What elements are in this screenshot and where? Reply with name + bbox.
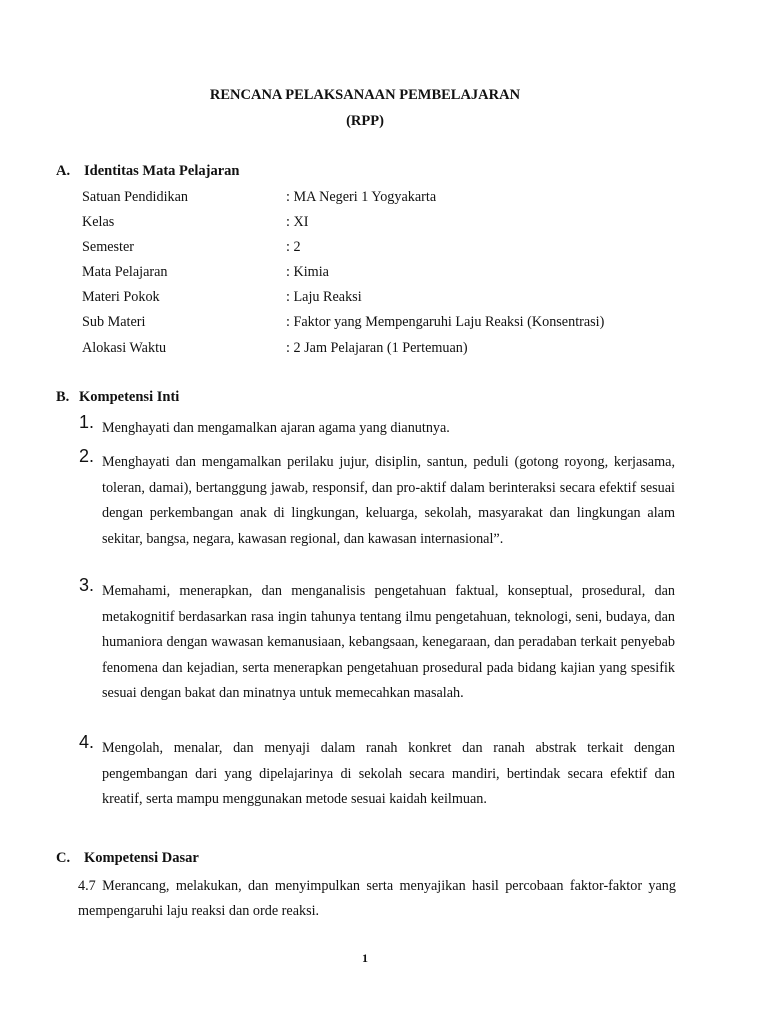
section-b-heading [56, 389, 456, 409]
section-a-title: Identitas Mata Pelajaran [84, 163, 240, 179]
page-number: 1 [362, 951, 368, 965]
identity-value: : Faktor yang Mempengaruhi Laju Reaksi (Konsentrasi) [286, 314, 605, 330]
identity-value: : Kimia [286, 264, 329, 280]
identity-key: Materi Pokok [82, 289, 160, 305]
identity-value: : MA Negeri 1 Yogyakarta [286, 189, 437, 205]
identity-key: Alokasi Waktu [82, 340, 167, 356]
identity-value: : XI [286, 214, 309, 230]
ki-text: Mengolah, menalar, dan menyaji dalam ranah konkret dan ranah abstrak terkait dengan pengembangan dari yang dipelajarinya di sekolah secara mandiri, bertindak secara efektif dan kreatif, serta mampu menggunakan metode sesuai kaidah keilmuan. [102, 740, 675, 808]
section-a-heading [56, 163, 456, 183]
section-c-letter: C. [56, 850, 71, 866]
identity-value: : 2 Jam Pelajaran (1 Pertemuan) [286, 340, 468, 356]
ki-number: 2. [79, 446, 95, 466]
identity-key: Mata Pelajaran [82, 264, 168, 280]
identity-row [82, 189, 682, 209]
ki-text: Memahami, menerapkan, dan menganalisis pengetahuan faktual, konseptual, prosedural, dan metakognitif berdasarkan rasa ingin tahunya tentang ilmu pengetahuan, teknologi, seni, budaya, dan humaniora dengan wawasan kemanusiaan, kebangsaan, kenegaraan, dan peradaban terkait penyebab fenomena dan kejadian, serta menerapkan pengetahuan prosedural pada bidang kajian yang spesifik sesuai dengan bakat dan minatnya untuk memecahkan masalah. [102, 583, 675, 702]
identity-value: : Laju Reaksi [286, 289, 362, 305]
document-title: RENCANA PELAKSANAAN PEMBELAJARAN [209, 87, 521, 103]
section-b-title: Kompetensi Inti [79, 389, 180, 405]
identity-key: Semester [82, 239, 135, 255]
identity-key: Kelas [82, 214, 115, 230]
ki-item [79, 446, 675, 552]
ki-number: 4. [79, 732, 95, 752]
identity-key: Sub Materi [82, 314, 146, 330]
section-c-title: Kompetensi Dasar [84, 850, 199, 866]
section-b-letter: B. [56, 389, 70, 405]
document-subtitle: (RPP) [346, 113, 384, 129]
identity-row [82, 264, 682, 284]
kd-text: 4.7 Merancang, melakukan, dan menyimpulkan serta menyajikan hasil percobaan faktor-faktor yang mempengaruhi laju reaksi dan orde reaksi. [78, 878, 676, 919]
identity-row [82, 340, 682, 360]
identity-value: : 2 [286, 239, 301, 255]
identity-row [82, 214, 682, 234]
section-c-heading [56, 850, 456, 870]
ki-item [79, 412, 675, 442]
ki-item [79, 732, 675, 813]
ki-item [79, 575, 675, 707]
identity-row [82, 289, 682, 309]
identity-key: Satuan Pendidikan [82, 189, 188, 205]
ki-text: Menghayati dan mengamalkan perilaku jujur, disiplin, santun, peduli (gotong royong, kerjasama, toleran, damai), bertanggung jawab, responsif, dan pro-aktif dalam berinteraksi secara efektif sesuai dengan perkembangan anak di lingkungan, keluarga, sekolah, masyarakat dan lingkungan alam sekitar, bangsa, negara, kawasan regional, dan kawasan internasional”. [102, 454, 675, 547]
identity-row [82, 314, 682, 334]
identity-row [82, 239, 682, 259]
ki-number: 3. [79, 575, 95, 595]
ki-number: 1. [79, 412, 95, 432]
ki-text: Menghayati dan mengamalkan ajaran agama yang dianutnya. [102, 420, 450, 436]
section-a-letter: A. [56, 163, 71, 179]
